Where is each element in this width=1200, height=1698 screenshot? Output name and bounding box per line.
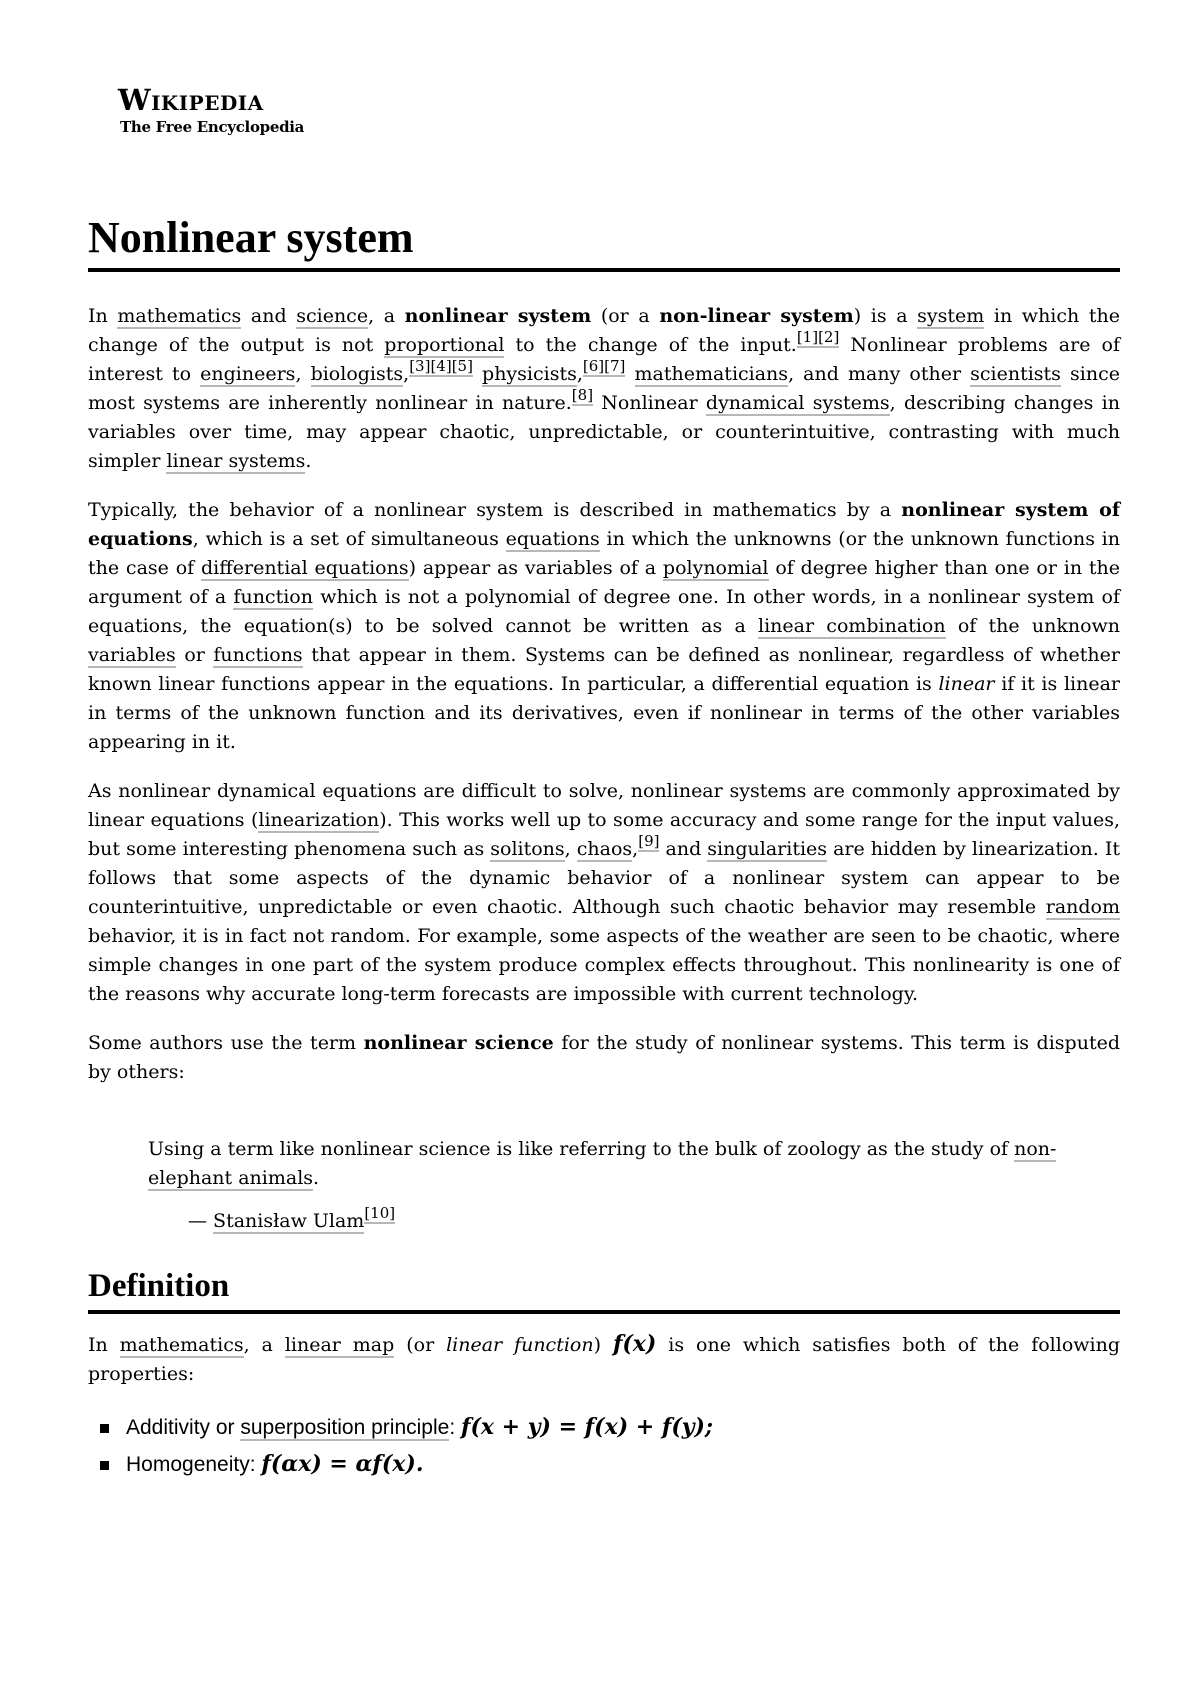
logo-wordmark: Wikipedia <box>118 83 264 117</box>
link-mathematics-2[interactable]: mathematics <box>119 1334 244 1356</box>
ref-8[interactable]: [8] <box>571 386 594 404</box>
ref-5[interactable]: [5] <box>451 357 473 375</box>
list-item-additivity: Additivity or superposition principle: f(x + y) = f(x) + f(y); <box>126 1409 1120 1446</box>
ref-1[interactable]: [1] <box>796 328 819 346</box>
link-function[interactable]: function <box>233 586 313 608</box>
section-heading-definition: Definition <box>88 1266 1120 1314</box>
paragraph-equations: Typically, the behavior of a nonlinear system is described in mathematics by a nonlinear system of equations, which is a set of simultaneous equations in which the unknowns (or the unknown functions in the case of differential equations) appear as variables of a polynomial of degree higher than one or in the argument of a function which is not a polynomial of degree one. In other words, in a nonlinear system of equations, the equation(s) to be solved cannot be written as a linear combination of the unknown variables or functions that appear in them. Systems can be defined as nonlinear, regardless of whether known linear functions appear in the equations. In particular, a differential equation is linear if it is linear in terms of the unknown function and its derivatives, even if nonlinear in terms of the other variables appearing in it. <box>88 499 1121 753</box>
link-scientists[interactable]: scientists <box>970 363 1061 385</box>
link-engineers[interactable]: engineers <box>200 363 296 385</box>
link-differential-equations[interactable]: differential equations <box>201 557 409 579</box>
quote-citation: — Stanisław Ulam[10] <box>188 1204 396 1232</box>
quote-text: Using a term like nonlinear science is like referring to the bulk of zoology as the study of non-elephant animals. <box>148 1138 1057 1189</box>
link-non-elephant[interactable]: non-elephant animals <box>148 1138 1057 1189</box>
link-linear-systems[interactable]: linear systems <box>166 450 306 472</box>
link-stanislaw-ulam[interactable]: Stanisław Ulam <box>213 1210 365 1232</box>
math-fx: f(x) <box>612 1331 657 1357</box>
paragraph-definition: In mathematics, a linear map (or linear function) f(x) is one which satisfies both of the following properties: <box>88 1331 1121 1385</box>
page-title: Nonlinear system <box>88 212 1120 272</box>
link-random[interactable]: random <box>1045 896 1120 918</box>
link-solitons[interactable]: solitons <box>490 838 565 860</box>
link-mathematicians[interactable]: mathematicians <box>634 363 789 385</box>
link-equations[interactable]: equations <box>505 528 600 550</box>
link-linearization[interactable]: linearization <box>258 809 380 831</box>
link-linear-map[interactable]: linear map <box>284 1334 395 1356</box>
link-science[interactable]: science <box>296 305 369 327</box>
link-system[interactable]: system <box>917 305 985 327</box>
bullet-square-icon <box>100 1424 109 1433</box>
ref-6[interactable]: [6] <box>582 357 605 375</box>
bullet-square-icon <box>100 1461 109 1470</box>
link-proportional[interactable]: proportional <box>384 334 505 356</box>
paragraph-intro: In mathematics and science, a nonlinear system (or a non-linear system) is a system in which the change of the output is not proportional to the change of the input.[1][2] Nonlinear problems are of interest to engineers, biologists,[3][4][5] physicists,[6][7] mathematicians, and many other scientists since most systems are inherently nonlinear in nature.[8] Nonlinear dynamical systems, describing changes in variables over time, may appear chaotic, unpredictable, or counterintuitive, contrasting with much simpler linear systems. <box>88 305 1120 472</box>
link-linear-combination[interactable]: linear combination <box>758 615 946 637</box>
ref-9[interactable]: [9] <box>638 832 660 850</box>
formula-homogeneity: f(αx) = αf(x). <box>261 1451 424 1477</box>
link-functions[interactable]: functions <box>213 644 303 666</box>
link-mathematics[interactable]: mathematics <box>117 305 242 327</box>
paragraph-linearization: As nonlinear dynamical equations are difficult to solve, nonlinear systems are commonly approximated by linear equations (linearization). This works well up to some accuracy and some range for the input values, but some interesting phenomena such as solitons, chaos,[9] and singularities are hidden by linearization. It follows that some aspects of the dynamic behavior of a nonlinear system can appear to be counterintuitive, unpredictable or even chaotic. Although such chaotic behavior may resemble random behavior, it is in fact not random. For example, some aspects of the weather are seen to be chaotic, where simple changes in one part of the system produce complex effects throughout. This nonlinearity is one of the reasons why accurate long-term forecasts are impossible with current technology. <box>88 780 1120 1005</box>
ref-2[interactable]: [2] <box>818 328 840 346</box>
link-singularities[interactable]: singularities <box>707 838 828 860</box>
link-superposition-principle[interactable]: superposition principle <box>240 1416 450 1439</box>
link-biologists[interactable]: biologists <box>310 363 404 385</box>
link-polynomial[interactable]: polynomial <box>662 557 769 579</box>
ref-10[interactable]: [10] <box>364 1204 396 1222</box>
logo-tagline: The Free Encyclopedia <box>120 118 305 136</box>
wikipedia-logo[interactable] <box>118 83 305 136</box>
link-chaos[interactable]: chaos <box>576 838 633 860</box>
list-item-homogeneity: Homogeneity: f(αx) = αf(x). <box>126 1446 1120 1483</box>
link-dynamical-systems[interactable]: dynamical systems <box>705 392 890 414</box>
article-body <box>88 302 1120 1483</box>
link-physicists[interactable]: physicists <box>482 363 577 385</box>
link-variables[interactable]: variables <box>88 644 176 666</box>
ref-3[interactable]: [3] <box>409 357 431 375</box>
ref-7[interactable]: [7] <box>604 357 626 375</box>
blockquote-ulam <box>148 1135 1060 1236</box>
ref-4[interactable]: [4] <box>430 357 452 375</box>
paragraph-nonlinear-science: Some authors use the term nonlinear science for the study of nonlinear systems. This term is disputed by others: <box>88 1032 1120 1083</box>
formula-additivity: f(x + y) = f(x) + f(y); <box>461 1414 714 1440</box>
properties-list <box>88 1409 1120 1483</box>
